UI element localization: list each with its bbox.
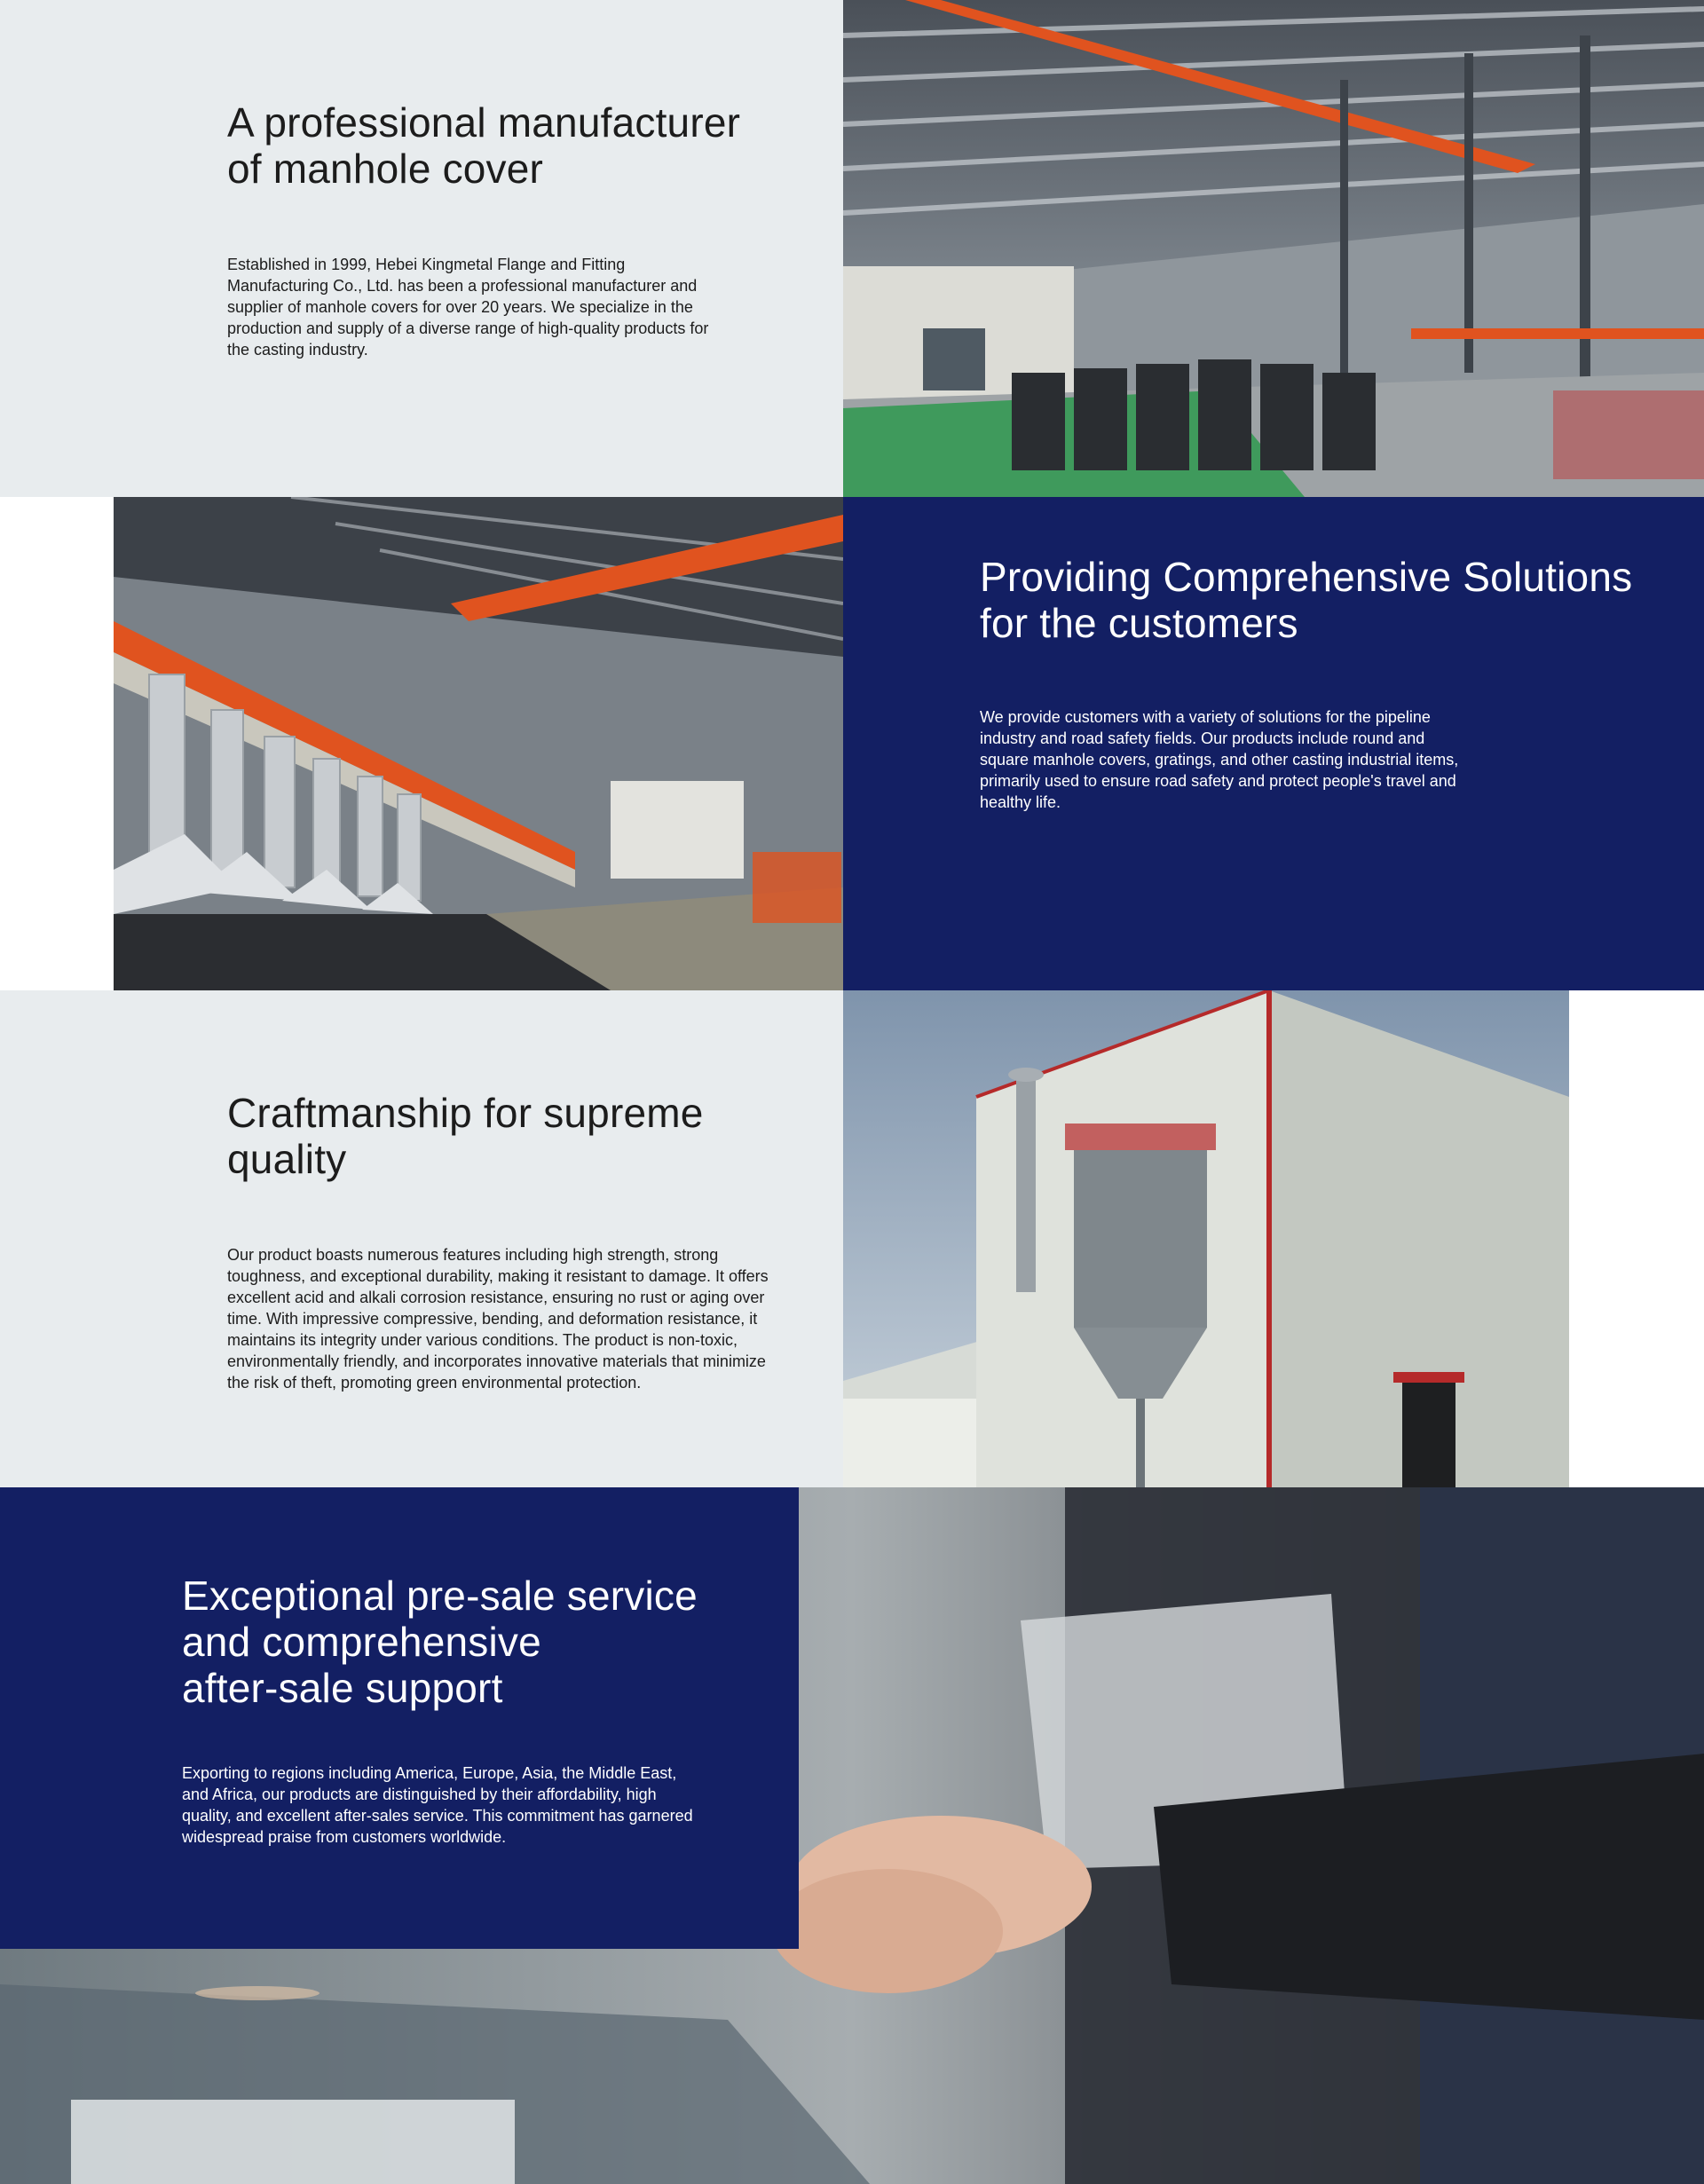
section-3-title: [227, 1090, 795, 1182]
section-3-text: [227, 1090, 795, 1393]
section-1-title-line2: of manhole cover: [227, 146, 544, 192]
section-4-text: [182, 1573, 768, 1848]
section-1-text: [227, 99, 795, 360]
section-4-title-line2: and comprehensive: [182, 1619, 541, 1665]
section-2-title: [980, 554, 1690, 646]
section-3-title-line1: Craftmanship for supreme: [227, 1090, 704, 1136]
section-1-title: [227, 99, 795, 192]
factory-hall-graphic: [843, 0, 1704, 497]
section-2-text: [980, 554, 1690, 813]
section-4-title-line1: Exceptional pre-sale service: [182, 1573, 698, 1619]
factory-building-image: [843, 990, 1569, 1487]
section-1-title-line1: A professional manufacturer: [227, 99, 741, 146]
section-4-body: Exporting to regions including America, Europe, Asia, the Middle East, and Africa, our products are distinguished by their affordability, high quality, and excellent after-sales service. This commitment has garnered widespread praise from customers worldwide.: [182, 1764, 693, 1846]
section-3-body: Our product boasts numerous features including high strength, strong toughness, and exceptional durability, making it resistant to damage. It offers excellent acid and alkali corrosion resistance, ensuring no rust or aging over time. With impressive compressive, bending, and deformation resistance, it maintains its integrity under various conditions. The product is non-toxic, environmentally friendly, and incorporates innovative materials that minimize the risk of theft, promoting green environmental protection.: [227, 1246, 769, 1392]
section-4-title-line3: after-sale support: [182, 1665, 503, 1711]
section-2-body: We provide customers with a variety of solutions for the pipeline industry and road safety fields. Our products include round and square manhole covers, gratings, and other casting industrial items, primarily used to ensure road safety and protect people's travel and healthy life.: [980, 708, 1459, 811]
section-2-title-line1: Providing Comprehensive Solutions: [980, 554, 1633, 600]
section-4-title: [182, 1573, 768, 1711]
factory-hall-image: [843, 0, 1704, 497]
factory-building-graphic: [843, 990, 1569, 1487]
section-2-title-line2: for the customers: [980, 600, 1298, 646]
section-3-title-line2: quality: [227, 1136, 347, 1182]
section-1-body: Established in 1999, Hebei Kingmetal Flange and Fitting Manufacturing Co., Ltd. has been a professional manufacturer and supplier of manhole covers for over 20 years. We specialize in the production and supply of a diverse range of high-quality products for the casting industry.: [227, 256, 709, 359]
casting-line-graphic: [114, 497, 843, 990]
casting-line-image: [114, 497, 843, 990]
